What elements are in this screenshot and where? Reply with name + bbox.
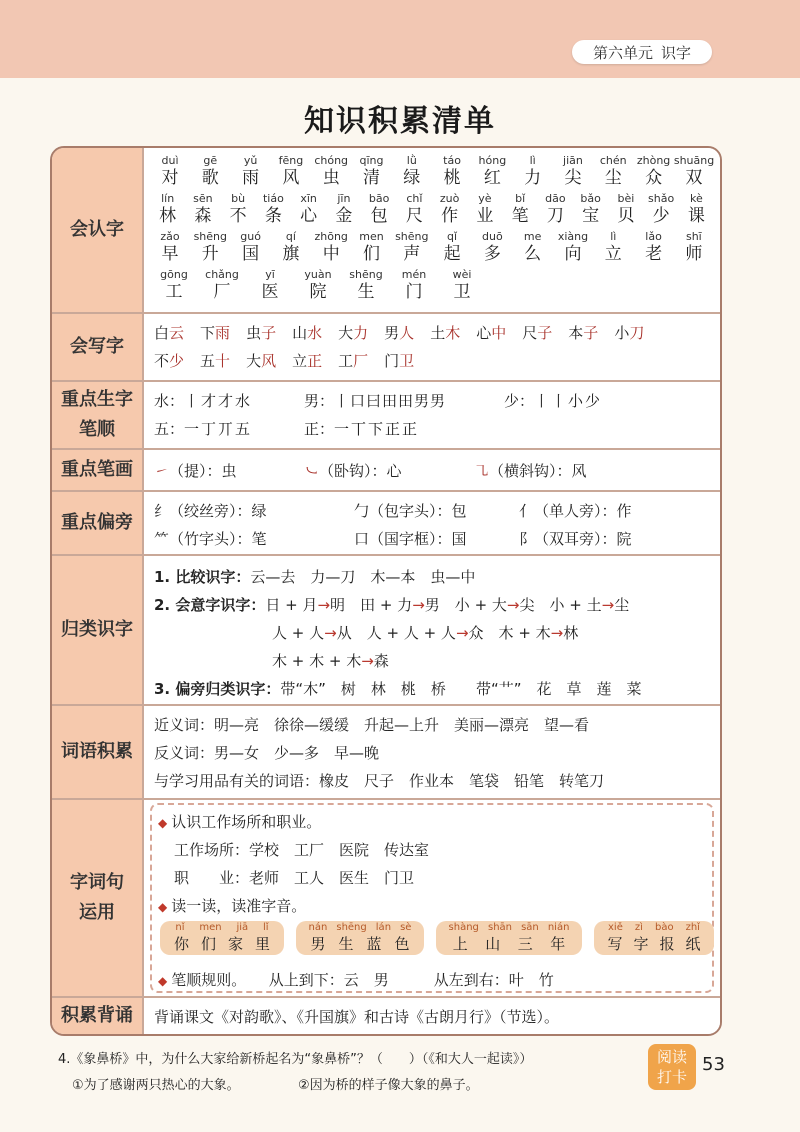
- label-stroke-order-2: 笔顺: [79, 419, 115, 440]
- row-usage: [52, 800, 720, 998]
- character: 不: [229, 206, 247, 226]
- write-word: 门卫: [384, 352, 415, 370]
- radical-item: 阝（双耳旁）：院: [519, 530, 632, 548]
- character: 升: [201, 244, 219, 264]
- pinyin: yè: [478, 192, 492, 205]
- radical-item: 亻（单人旁）：作: [519, 502, 632, 520]
- unit-label: 第六单元: [592, 43, 653, 62]
- stroke-item: ㇃（卧钩）：心: [304, 462, 402, 480]
- radical-item: 口（国字框）：国: [354, 530, 467, 548]
- character: 笔: [511, 206, 529, 226]
- unit-tag: [572, 40, 712, 64]
- character: 心: [300, 206, 318, 226]
- character: 门: [405, 282, 423, 302]
- pill-word: nǐ men jiā lǐ 你 们 家 里: [160, 921, 284, 955]
- label-usage-1: 字词句: [70, 872, 124, 893]
- write-word: 大风: [246, 352, 277, 370]
- pinyin: yuàn: [304, 268, 332, 281]
- pinyin: qǐ: [447, 230, 458, 243]
- character: 歌: [201, 168, 219, 188]
- write-cell: [144, 314, 720, 380]
- pinyin: shēng: [395, 230, 429, 243]
- character: 么: [524, 244, 542, 264]
- row-radicals: [52, 492, 720, 556]
- character: 工: [165, 282, 183, 302]
- label-strokes: 重点笔画: [52, 450, 144, 490]
- usage-cell: [150, 803, 714, 993]
- footer-options: [72, 1074, 479, 1093]
- pinyin: fēng: [278, 154, 304, 167]
- write-word: 小刀: [614, 324, 645, 342]
- option-1: ①为了感谢两只热心的大象。: [72, 1078, 240, 1093]
- pinyin: jiān: [563, 154, 583, 167]
- write-word: 不少: [154, 352, 185, 370]
- vocab-line-2: 反义词：男—女 少—多 早—晚: [154, 744, 380, 762]
- character: 业: [476, 206, 494, 226]
- pinyin: lì: [610, 230, 617, 243]
- write-word: 虫子: [246, 324, 277, 342]
- row-vocab: [52, 706, 720, 800]
- pinyin: mén: [401, 268, 427, 281]
- option-2: ②因为桥的样子像大象的鼻子。: [297, 1078, 479, 1093]
- stroke-order-item: 五：一丁丌五: [154, 420, 253, 438]
- radical-item: ⺮（竹字头）：笔: [154, 530, 267, 548]
- write-word: 立正: [292, 352, 323, 370]
- stroke-item: ㇀（提）：虫: [154, 462, 237, 480]
- pinyin: me: [523, 230, 542, 243]
- row-recite: [52, 998, 720, 1034]
- stroke-order-cell: [144, 382, 720, 448]
- character: 清: [362, 168, 380, 188]
- pinyin: men: [359, 230, 384, 243]
- classify-cell: [144, 556, 720, 704]
- write-line-1: [154, 322, 660, 343]
- pinyin: xiàng: [557, 230, 589, 243]
- pill-word: shàng shān sān nián 上 山 三 年: [436, 921, 582, 955]
- row-write: [52, 314, 720, 382]
- classify-line-3: 人 + 人→从 人 + 人 + 人→众 木 + 木→林: [272, 624, 579, 642]
- pinyin: zhōng: [314, 230, 348, 243]
- character: 力: [524, 168, 542, 188]
- pinyin: lín: [161, 192, 175, 205]
- label-classify: 归类识字: [52, 556, 144, 704]
- character: 红: [483, 168, 501, 188]
- character: 旗: [282, 244, 300, 264]
- character: 桃: [443, 168, 461, 188]
- usage-occupation: 职 业：老师 工人 医生 门卫: [174, 869, 415, 887]
- pinyin: bù: [231, 192, 246, 205]
- character: 少: [652, 206, 670, 226]
- pill-word: nán shēng lán sè 男 生 蓝 色: [296, 921, 424, 955]
- strokes-cell: [144, 450, 720, 490]
- usage-bullet-1: ◆ 认识工作场所和职业。: [158, 813, 322, 831]
- radical-item: 纟（绞丝旁）：绿: [154, 502, 267, 520]
- stroke-order-item: 水：丨才才水: [154, 392, 253, 410]
- radicals-cell: [144, 492, 720, 554]
- character: 贝: [617, 206, 635, 226]
- label-recite: 积累背诵: [52, 998, 144, 1034]
- pinyin: gōng: [160, 268, 188, 281]
- pinyin: shēng: [349, 268, 383, 281]
- stroke-item: ㇈（横斜钩）：风: [474, 462, 587, 480]
- write-word: 工厂: [338, 352, 369, 370]
- character: 起: [443, 244, 461, 264]
- pinyin: shī: [685, 230, 702, 243]
- character: 们: [362, 244, 380, 264]
- character: 厂: [213, 282, 231, 302]
- character: 金: [335, 206, 353, 226]
- write-word: 心中: [476, 324, 507, 342]
- label-stroke-order: [52, 382, 144, 448]
- row-stroke-order: [52, 382, 720, 450]
- pinyin: bāo: [368, 192, 390, 205]
- pinyin: zhòng: [636, 154, 671, 167]
- write-word: 下雨: [200, 324, 231, 342]
- usage-workplace: 工作场所：学校 工厂 医院 传达室: [174, 841, 430, 859]
- pinyin-char-row: [150, 192, 714, 226]
- pinyin-pills: [160, 921, 704, 957]
- character: 立: [604, 244, 622, 264]
- pinyin: duì: [161, 154, 179, 167]
- character: 生: [357, 282, 375, 302]
- stroke-order-item: 男：丨口曰田田男男: [304, 392, 447, 410]
- stroke-order-item: 少：丨丨小少: [504, 392, 603, 410]
- write-line-2: [154, 350, 430, 371]
- character: 声: [403, 244, 421, 264]
- section-label: 识字: [661, 43, 692, 62]
- label-vocab: 词语积累: [52, 706, 144, 798]
- write-word: 尺子: [522, 324, 553, 342]
- pinyin: shuāng: [673, 154, 715, 167]
- write-word: 土木: [430, 324, 461, 342]
- pinyin: lì: [529, 154, 536, 167]
- pinyin: qīng: [359, 154, 384, 167]
- pinyin: shēng: [193, 230, 228, 243]
- label-recognize: 会认字: [52, 148, 144, 312]
- pinyin: dāo: [545, 192, 566, 205]
- character: 院: [309, 282, 327, 302]
- pinyin: bèi: [617, 192, 635, 205]
- character: 尺: [405, 206, 423, 226]
- vocab-line-3: 与学习用品有关的词语：橡皮 尺子 作业本 笔袋 铅笔 转笔刀: [154, 772, 605, 790]
- pinyin: yī: [265, 268, 275, 281]
- character: 雨: [242, 168, 260, 188]
- character: 风: [282, 168, 300, 188]
- character: 作: [441, 206, 459, 226]
- pinyin: yǔ: [243, 154, 258, 167]
- classify-line-2: 2. 会意字识字：日 + 月→明 田 + 力→男 小 + 大→尖 小 + 土→尘: [154, 596, 630, 614]
- label-usage: [52, 800, 144, 996]
- character: 早: [161, 244, 179, 264]
- character: 双: [685, 168, 703, 188]
- pinyin: guó: [240, 230, 261, 243]
- pinyin: kè: [690, 192, 703, 205]
- classify-line-5: 3. 偏旁归类识字：带“木” 树 林 桃 桥 带“艹” 花 草 莲 菜: [154, 680, 642, 698]
- row-recognize: [52, 148, 720, 314]
- classify-line-1: 1. 比较识字：云—去 力—刀 木—本 虫—中: [154, 568, 476, 586]
- pinyin-char-row: [150, 268, 714, 302]
- character: 众: [645, 168, 663, 188]
- write-word: 白云: [154, 324, 185, 342]
- character: 卫: [453, 282, 471, 302]
- label-radicals: 重点偏旁: [52, 492, 144, 554]
- character: 刀: [546, 206, 564, 226]
- recite-cell: [144, 998, 720, 1034]
- row-classify: [52, 556, 720, 706]
- pinyin: shǎo: [648, 192, 675, 205]
- pinyin: tiáo: [262, 192, 284, 205]
- pinyin: sēn: [193, 192, 213, 205]
- usage-bullet-2: ◆ 读一读，读准字音。: [158, 897, 307, 915]
- knowledge-table: [50, 146, 722, 1036]
- character: 林: [159, 206, 177, 226]
- pinyin-char-row: [150, 230, 714, 264]
- label-stroke-order-1: 重点生字: [61, 389, 133, 410]
- wave-border: [0, 62, 800, 88]
- character: 向: [564, 244, 582, 264]
- pinyin: bǎo: [580, 192, 601, 205]
- label-write: 会写字: [52, 314, 144, 380]
- character: 课: [687, 206, 705, 226]
- pinyin-char-row: [150, 154, 714, 188]
- pinyin: duō: [482, 230, 503, 243]
- character: 森: [194, 206, 212, 226]
- write-word: 本子: [568, 324, 599, 342]
- pinyin: zǎo: [160, 230, 180, 243]
- write-word: 大力: [338, 324, 369, 342]
- pinyin: wèi: [452, 268, 472, 281]
- pinyin: táo: [443, 154, 461, 167]
- reading-checkin-badge: 阅读 打卡: [648, 1044, 696, 1090]
- classify-line-4: 木 + 木 + 木→森: [272, 652, 389, 670]
- page-title: 知识积累清单: [304, 104, 496, 139]
- vocab-cell: [144, 706, 720, 798]
- pinyin: xīn: [300, 192, 317, 205]
- pinyin: hóng: [478, 154, 507, 167]
- recite-text: 背诵课文《对韵歌》、《升国旗》和古诗《古朗月行》（节选）。: [154, 1008, 560, 1026]
- recognize-cell: [144, 148, 720, 312]
- character: 尖: [564, 168, 582, 188]
- character: 对: [161, 168, 179, 188]
- character: 宝: [582, 206, 600, 226]
- pinyin: chén: [599, 154, 627, 167]
- radical-item: 勹（包字头）：包: [354, 502, 467, 520]
- character: 老: [645, 244, 663, 264]
- footer-question: 4.《象鼻桥》中，为什么大家给新桥起名为“象鼻桥”？（ ）（《和大人一起读》）: [58, 1052, 533, 1067]
- character: 国: [242, 244, 260, 264]
- character: 医: [261, 282, 279, 302]
- pinyin: chǐ: [406, 192, 423, 205]
- row-strokes: [52, 450, 720, 492]
- character: 多: [483, 244, 501, 264]
- character: 师: [685, 244, 703, 264]
- character: 包: [370, 206, 388, 226]
- character: 中: [322, 244, 340, 264]
- pinyin: zuò: [439, 192, 460, 205]
- pinyin: chǎng: [205, 268, 239, 281]
- label-usage-2: 运用: [79, 902, 115, 923]
- write-word: 山水: [292, 324, 323, 342]
- character: 虫: [322, 168, 340, 188]
- page-number: 53: [702, 1054, 725, 1075]
- usage-bullet-3: ◆ 笔顺规则。 从上到下：云 男 从左到右：叶 竹: [158, 971, 554, 989]
- character: 条: [264, 206, 282, 226]
- pill-word: xiě zì bào zhǐ 写 字 报 纸: [594, 921, 714, 955]
- character: 尘: [604, 168, 622, 188]
- pinyin: gē: [203, 154, 218, 167]
- pinyin: lǎo: [645, 230, 662, 243]
- pinyin: bǐ: [515, 192, 526, 205]
- write-word: 五十: [200, 352, 231, 370]
- vocab-line-1: 近义词：明—亮 徐徐—缓缓 升起—上升 美丽—漂亮 望—看: [154, 716, 590, 734]
- stroke-order-item: 正：一丅下正正: [304, 420, 420, 438]
- pinyin: lǜ: [406, 154, 417, 167]
- pinyin: jīn: [337, 192, 351, 205]
- write-word: 男人: [384, 324, 415, 342]
- character: 绿: [403, 168, 421, 188]
- pinyin: qí: [285, 230, 296, 243]
- pinyin: chóng: [314, 154, 349, 167]
